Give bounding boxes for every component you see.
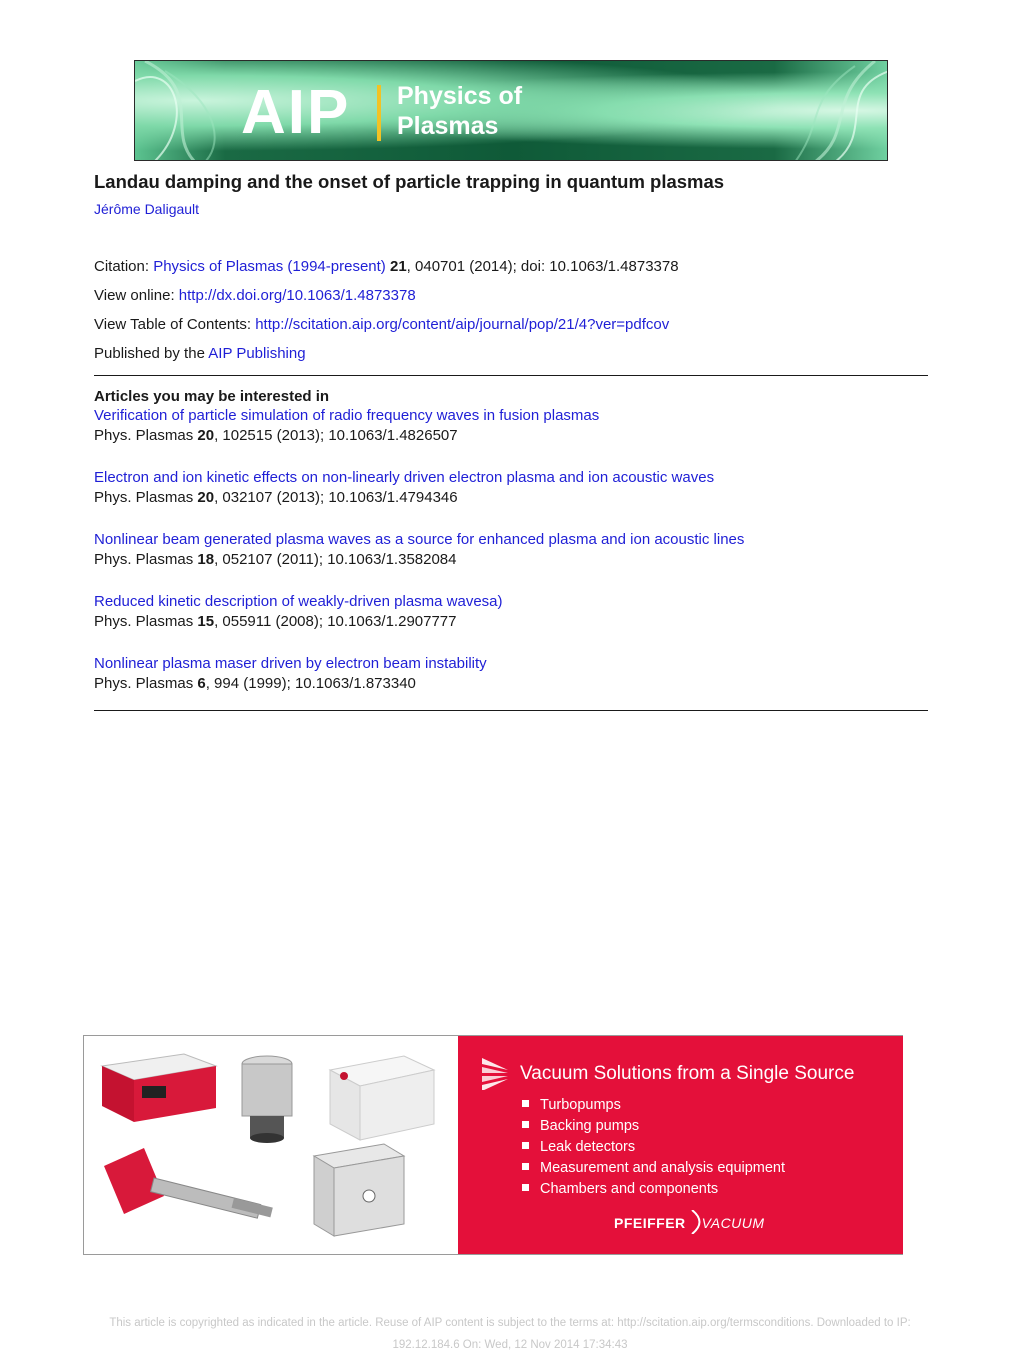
ad-list-item [522, 1116, 785, 1137]
view-online-line [94, 281, 934, 310]
related-item [94, 530, 934, 570]
ad-list-item-label: Leak detectors [540, 1139, 636, 1155]
related-item-volume: 6 [197, 675, 206, 692]
ad-list-item-label: Backing pumps [540, 1118, 640, 1134]
journal-link[interactable]: Physics of Plasmas (1994-present) [153, 258, 386, 275]
published-by-label: Published by the [94, 345, 205, 362]
related-item-journal: Phys. Plasmas [94, 427, 194, 444]
related-item-title[interactable]: Nonlinear beam generated plasma waves as a source for enhanced plasma and ion acoustic lines [94, 531, 745, 548]
ad-list-item [522, 1137, 785, 1158]
citation-details: , 040701 (2014); doi: 10.1063/1.4873378 [406, 258, 679, 275]
vacuum-equipment-illustration [84, 1036, 458, 1254]
ad-heading: Vacuum Solutions from a Single Source [520, 1063, 855, 1084]
chamber-image [314, 1144, 404, 1236]
ad-list-item-label: Turbopumps [540, 1097, 621, 1113]
toc-link[interactable]: http://scitation.aip.org/content/aip/journal/pop/21/4?ver=pdfcov [255, 316, 670, 333]
square-bullet-icon [522, 1142, 529, 1149]
related-item-title[interactable]: Nonlinear plasma maser driven by electron beam instability [94, 655, 487, 672]
divider-bottom [94, 710, 928, 711]
related-articles [94, 387, 934, 716]
brand-name: PFEIFFER [614, 1215, 686, 1231]
related-item-journal: Phys. Plasmas [94, 613, 194, 630]
citation-volume: 21 [389, 258, 407, 275]
related-item [94, 592, 934, 632]
related-item-title[interactable]: Electron and ion kinetic effects on non-linearly driven electron plasma and ion acoustic waves [94, 469, 715, 486]
related-item-journal: Phys. Plasmas [94, 551, 194, 568]
copyright-footer [0, 1312, 1020, 1356]
related-item [94, 468, 934, 508]
related-item-volume: 20 [197, 427, 215, 444]
publisher-link[interactable]: AIP Publishing [208, 345, 306, 362]
related-item-volume: 20 [197, 489, 215, 506]
related-item [94, 654, 934, 694]
brand-suffix: VACUUM [701, 1215, 765, 1231]
related-item-citation [94, 612, 934, 632]
footer-line2: 192.12.184.6 On: Wed, 12 Nov 2014 17:34:43 [392, 1339, 628, 1351]
journal-name [397, 81, 597, 141]
citation-line [94, 252, 934, 281]
doi-link[interactable]: http://dx.doi.org/10.1063/1.4873378 [178, 287, 416, 304]
related-item-details: , 102515 (2013); 10.1063/1.4826507 [214, 427, 458, 444]
ad-list-item [522, 1095, 785, 1116]
related-item-volume: 15 [197, 613, 215, 630]
ad-text-panel [458, 1036, 903, 1254]
related-item-journal: Phys. Plasmas [94, 489, 194, 506]
related-item-details: , 055911 (2008); 10.1063/1.2907777 [214, 613, 457, 630]
related-item-title[interactable]: Verification of particle simulation of radio frequency waves in fusion plasmas [94, 407, 600, 424]
shaft-pump-image [104, 1148, 273, 1218]
turbopump-image [242, 1056, 292, 1143]
related-item-details: , 032107 (2013); 10.1063/1.4794346 [214, 489, 458, 506]
journal-banner [134, 60, 888, 161]
citation-block [94, 252, 934, 368]
brand-wave-icon [690, 1210, 704, 1234]
related-item-citation [94, 550, 934, 570]
journal-name-line1: Physics of [397, 82, 523, 110]
toc-line [94, 310, 934, 339]
square-bullet-icon [522, 1121, 529, 1128]
leak-detector-image [330, 1056, 434, 1140]
ad-list-item [522, 1179, 785, 1200]
advertisement-banner[interactable] [83, 1035, 903, 1255]
related-item-citation [94, 674, 934, 694]
journal-name-line2: Plasmas [397, 112, 499, 140]
related-item-volume: 18 [197, 551, 215, 568]
ad-list-item-label: Measurement and analysis equipment [540, 1160, 786, 1176]
related-item-title[interactable]: Reduced kinetic description of weakly-driven plasma wavesa) [94, 593, 503, 610]
related-item-details: , 994 (1999); 10.1063/1.873340 [205, 675, 416, 692]
ad-list-item-label: Chambers and components [540, 1181, 719, 1197]
related-item-journal: Phys. Plasmas [94, 675, 194, 692]
related-item-details: , 052107 (2011); 10.1063/1.3582084 [214, 551, 457, 568]
logo-divider-bar [377, 85, 381, 141]
related-item-citation [94, 488, 934, 508]
ad-list-item [522, 1158, 785, 1179]
backing-pump-image [102, 1054, 216, 1122]
ad-product-list [522, 1095, 785, 1200]
article-author[interactable]: Jérôme Daligault [94, 201, 200, 217]
arrow-stripes-icon [482, 1056, 510, 1090]
view-online-label: View online: [94, 287, 175, 304]
divider-top [94, 375, 928, 376]
footer-line1: This article is copyrighted as indicated in the article. Reuse of AIP content is subject to the terms at: http://scitation.aip.org/termsconditions. Downloaded to IP: [109, 1317, 911, 1329]
article-title: Landau damping and the onset of particle trapping in quantum plasmas [94, 171, 725, 192]
ad-product-images [84, 1036, 458, 1254]
related-item-citation [94, 426, 934, 446]
square-bullet-icon [522, 1100, 529, 1107]
published-by-line [94, 339, 934, 368]
related-heading: Articles you may be interested in [94, 388, 330, 405]
aip-logo: AIP [241, 78, 351, 147]
square-bullet-icon [522, 1163, 529, 1170]
citation-label: Citation: [94, 258, 150, 275]
toc-label: View Table of Contents: [94, 316, 252, 333]
related-item [94, 406, 934, 446]
square-bullet-icon [522, 1184, 529, 1191]
